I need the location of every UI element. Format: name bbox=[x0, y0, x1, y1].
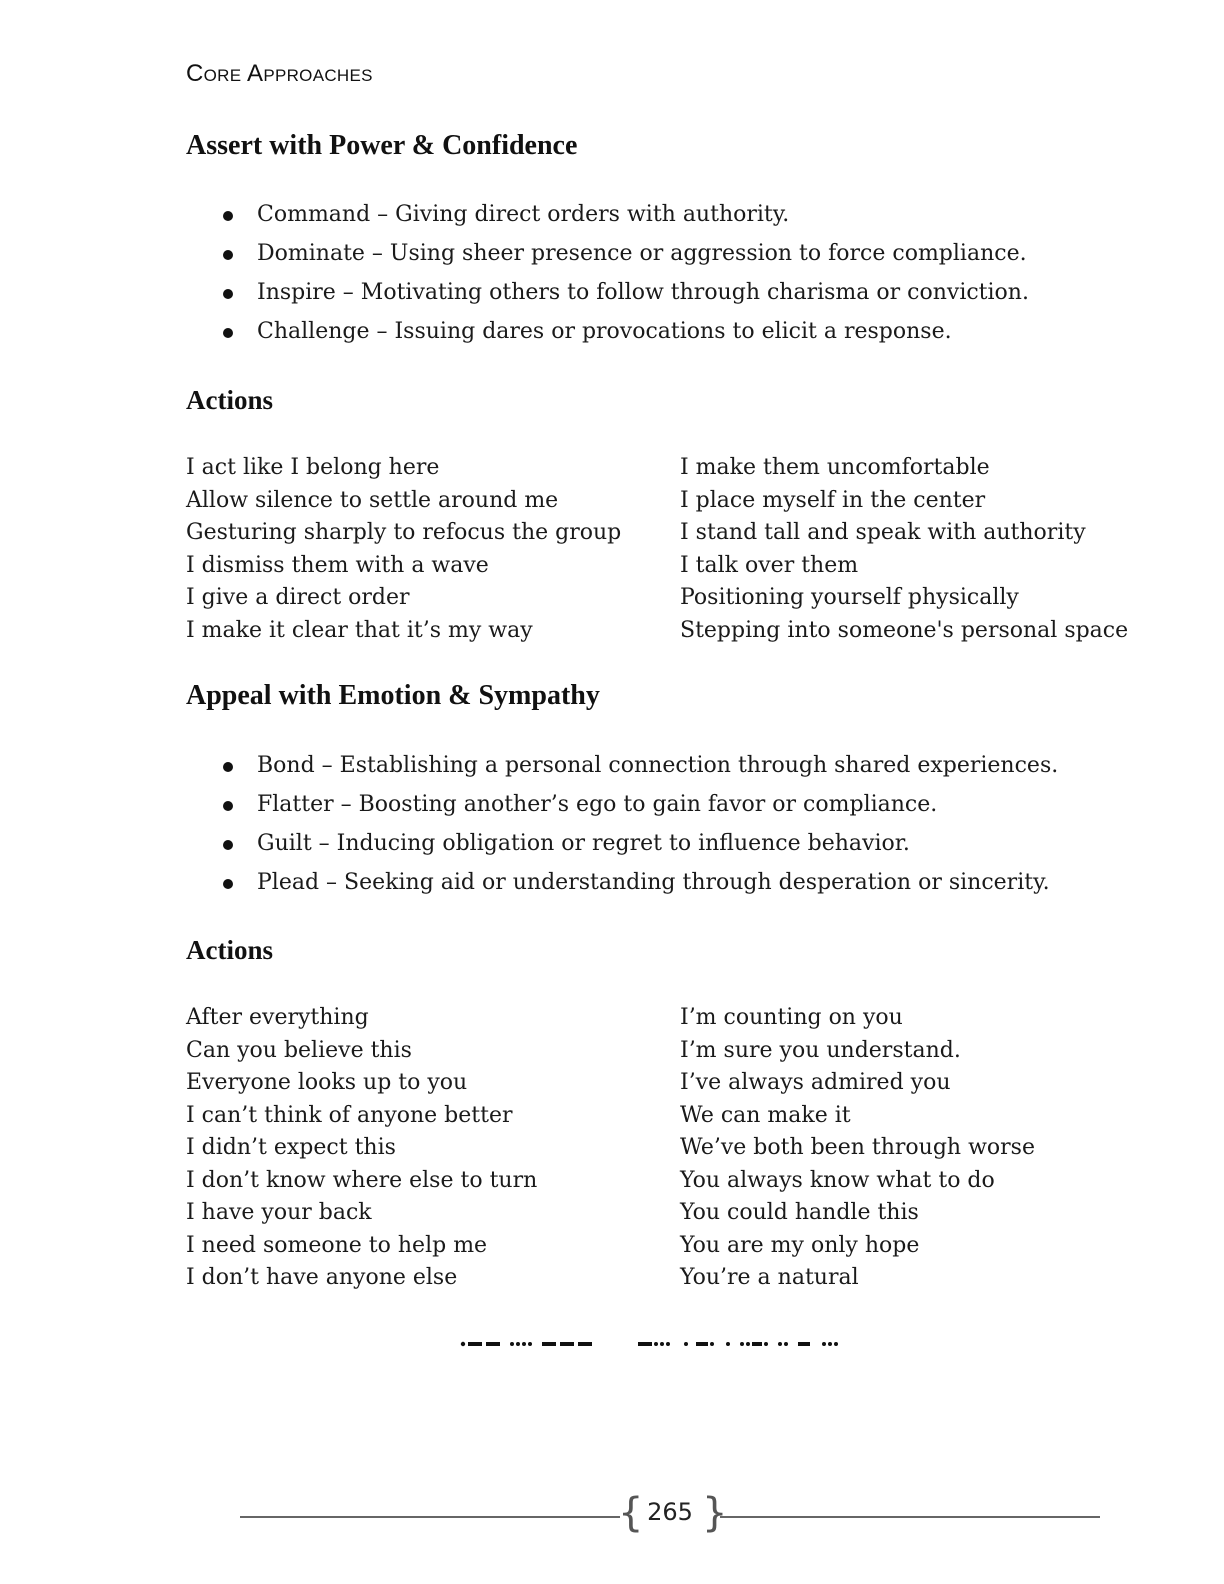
action-item: I don’t know where else to turn bbox=[186, 1167, 538, 1193]
action-item: Stepping into someone's personal space bbox=[680, 617, 1129, 643]
appeal-actions-heading: Actions bbox=[186, 935, 273, 965]
action-item: You always know what to do bbox=[680, 1167, 995, 1193]
action-item: You’re a natural bbox=[680, 1265, 859, 1290]
action-item: I’m counting on you bbox=[680, 1005, 903, 1030]
action-item: I have your back bbox=[186, 1200, 372, 1225]
appeal-heading: Appeal with Emotion & Sympathy bbox=[186, 680, 600, 711]
right-brace-icon: } bbox=[702, 1490, 728, 1536]
action-item: I make it clear that it’s my way bbox=[186, 617, 533, 643]
action-item: Allow silence to settle around me bbox=[186, 487, 559, 513]
assert-bullet-list bbox=[222, 195, 1142, 351]
action-item: I make them uncomfortable bbox=[680, 455, 990, 480]
action-item: I didn’t expect this bbox=[186, 1135, 396, 1160]
assert-heading: Assert with Power & Confidence bbox=[186, 130, 578, 161]
left-brace-icon: { bbox=[618, 1490, 644, 1536]
assert-actions-right-column bbox=[680, 452, 1128, 647]
assert-bullet: Command – Giving direct orders with authority. bbox=[222, 195, 1142, 234]
assert-actions-left-column bbox=[186, 452, 621, 647]
assert-actions-heading: Actions bbox=[186, 385, 273, 415]
action-item: We can make it bbox=[680, 1102, 851, 1128]
footer-rule-left bbox=[240, 1516, 620, 1518]
action-item: I give a direct order bbox=[186, 585, 410, 610]
action-item: I dismiss them with a wave bbox=[186, 552, 489, 578]
appeal-bullet: Guilt – Inducing obligation or regret to influence behavior. bbox=[222, 824, 1142, 863]
action-item: We’ve both been through worse bbox=[680, 1135, 1035, 1160]
action-item: I’m sure you understand. bbox=[680, 1037, 961, 1063]
action-item: I need someone to help me bbox=[186, 1232, 488, 1258]
section-title: Core Approaches bbox=[186, 60, 373, 87]
action-item: I act like I belong here bbox=[186, 455, 440, 480]
action-item: You could handle this bbox=[680, 1200, 919, 1225]
appeal-bullet: Flatter – Boosting another’s ego to gain favor or compliance. bbox=[222, 785, 1142, 824]
assert-bullet: Challenge – Issuing dares or provocations to elicit a response. bbox=[222, 312, 1142, 351]
action-item: I don’t have anyone else bbox=[186, 1265, 458, 1290]
action-item: Can you believe this bbox=[186, 1037, 412, 1063]
page-number: 265 bbox=[647, 1498, 693, 1526]
appeal-bullet: Bond – Establishing a personal connection through shared experiences. bbox=[222, 746, 1142, 785]
assert-bullet: Inspire – Motivating others to follow through charisma or conviction. bbox=[222, 273, 1142, 312]
page-footer bbox=[240, 1490, 1100, 1540]
appeal-actions-left-column bbox=[186, 1002, 537, 1295]
appeal-bullet-list bbox=[222, 746, 1142, 902]
appeal-actions-right-column bbox=[680, 1002, 1035, 1295]
appeal-bullet: Plead – Seeking aid or understanding through desperation or sincerity. bbox=[222, 863, 1142, 902]
action-item: I can’t think of anyone better bbox=[186, 1102, 513, 1128]
action-item: I place myself in the center bbox=[680, 487, 986, 513]
action-item: After everything bbox=[186, 1005, 369, 1030]
morse-divider-ornament bbox=[456, 1326, 876, 1356]
action-item: I stand tall and speak with authority bbox=[680, 520, 1086, 545]
footer-rule-right bbox=[720, 1516, 1100, 1518]
action-item: I’ve always admired you bbox=[680, 1070, 951, 1095]
action-item: Positioning yourself physically bbox=[680, 585, 1019, 610]
assert-bullet: Dominate – Using sheer presence or aggression to force compliance. bbox=[222, 234, 1142, 273]
action-item: You are my only hope bbox=[680, 1232, 920, 1258]
action-item: I talk over them bbox=[680, 552, 859, 578]
action-item: Everyone looks up to you bbox=[186, 1070, 468, 1095]
action-item: Gesturing sharply to refocus the group bbox=[186, 520, 622, 545]
